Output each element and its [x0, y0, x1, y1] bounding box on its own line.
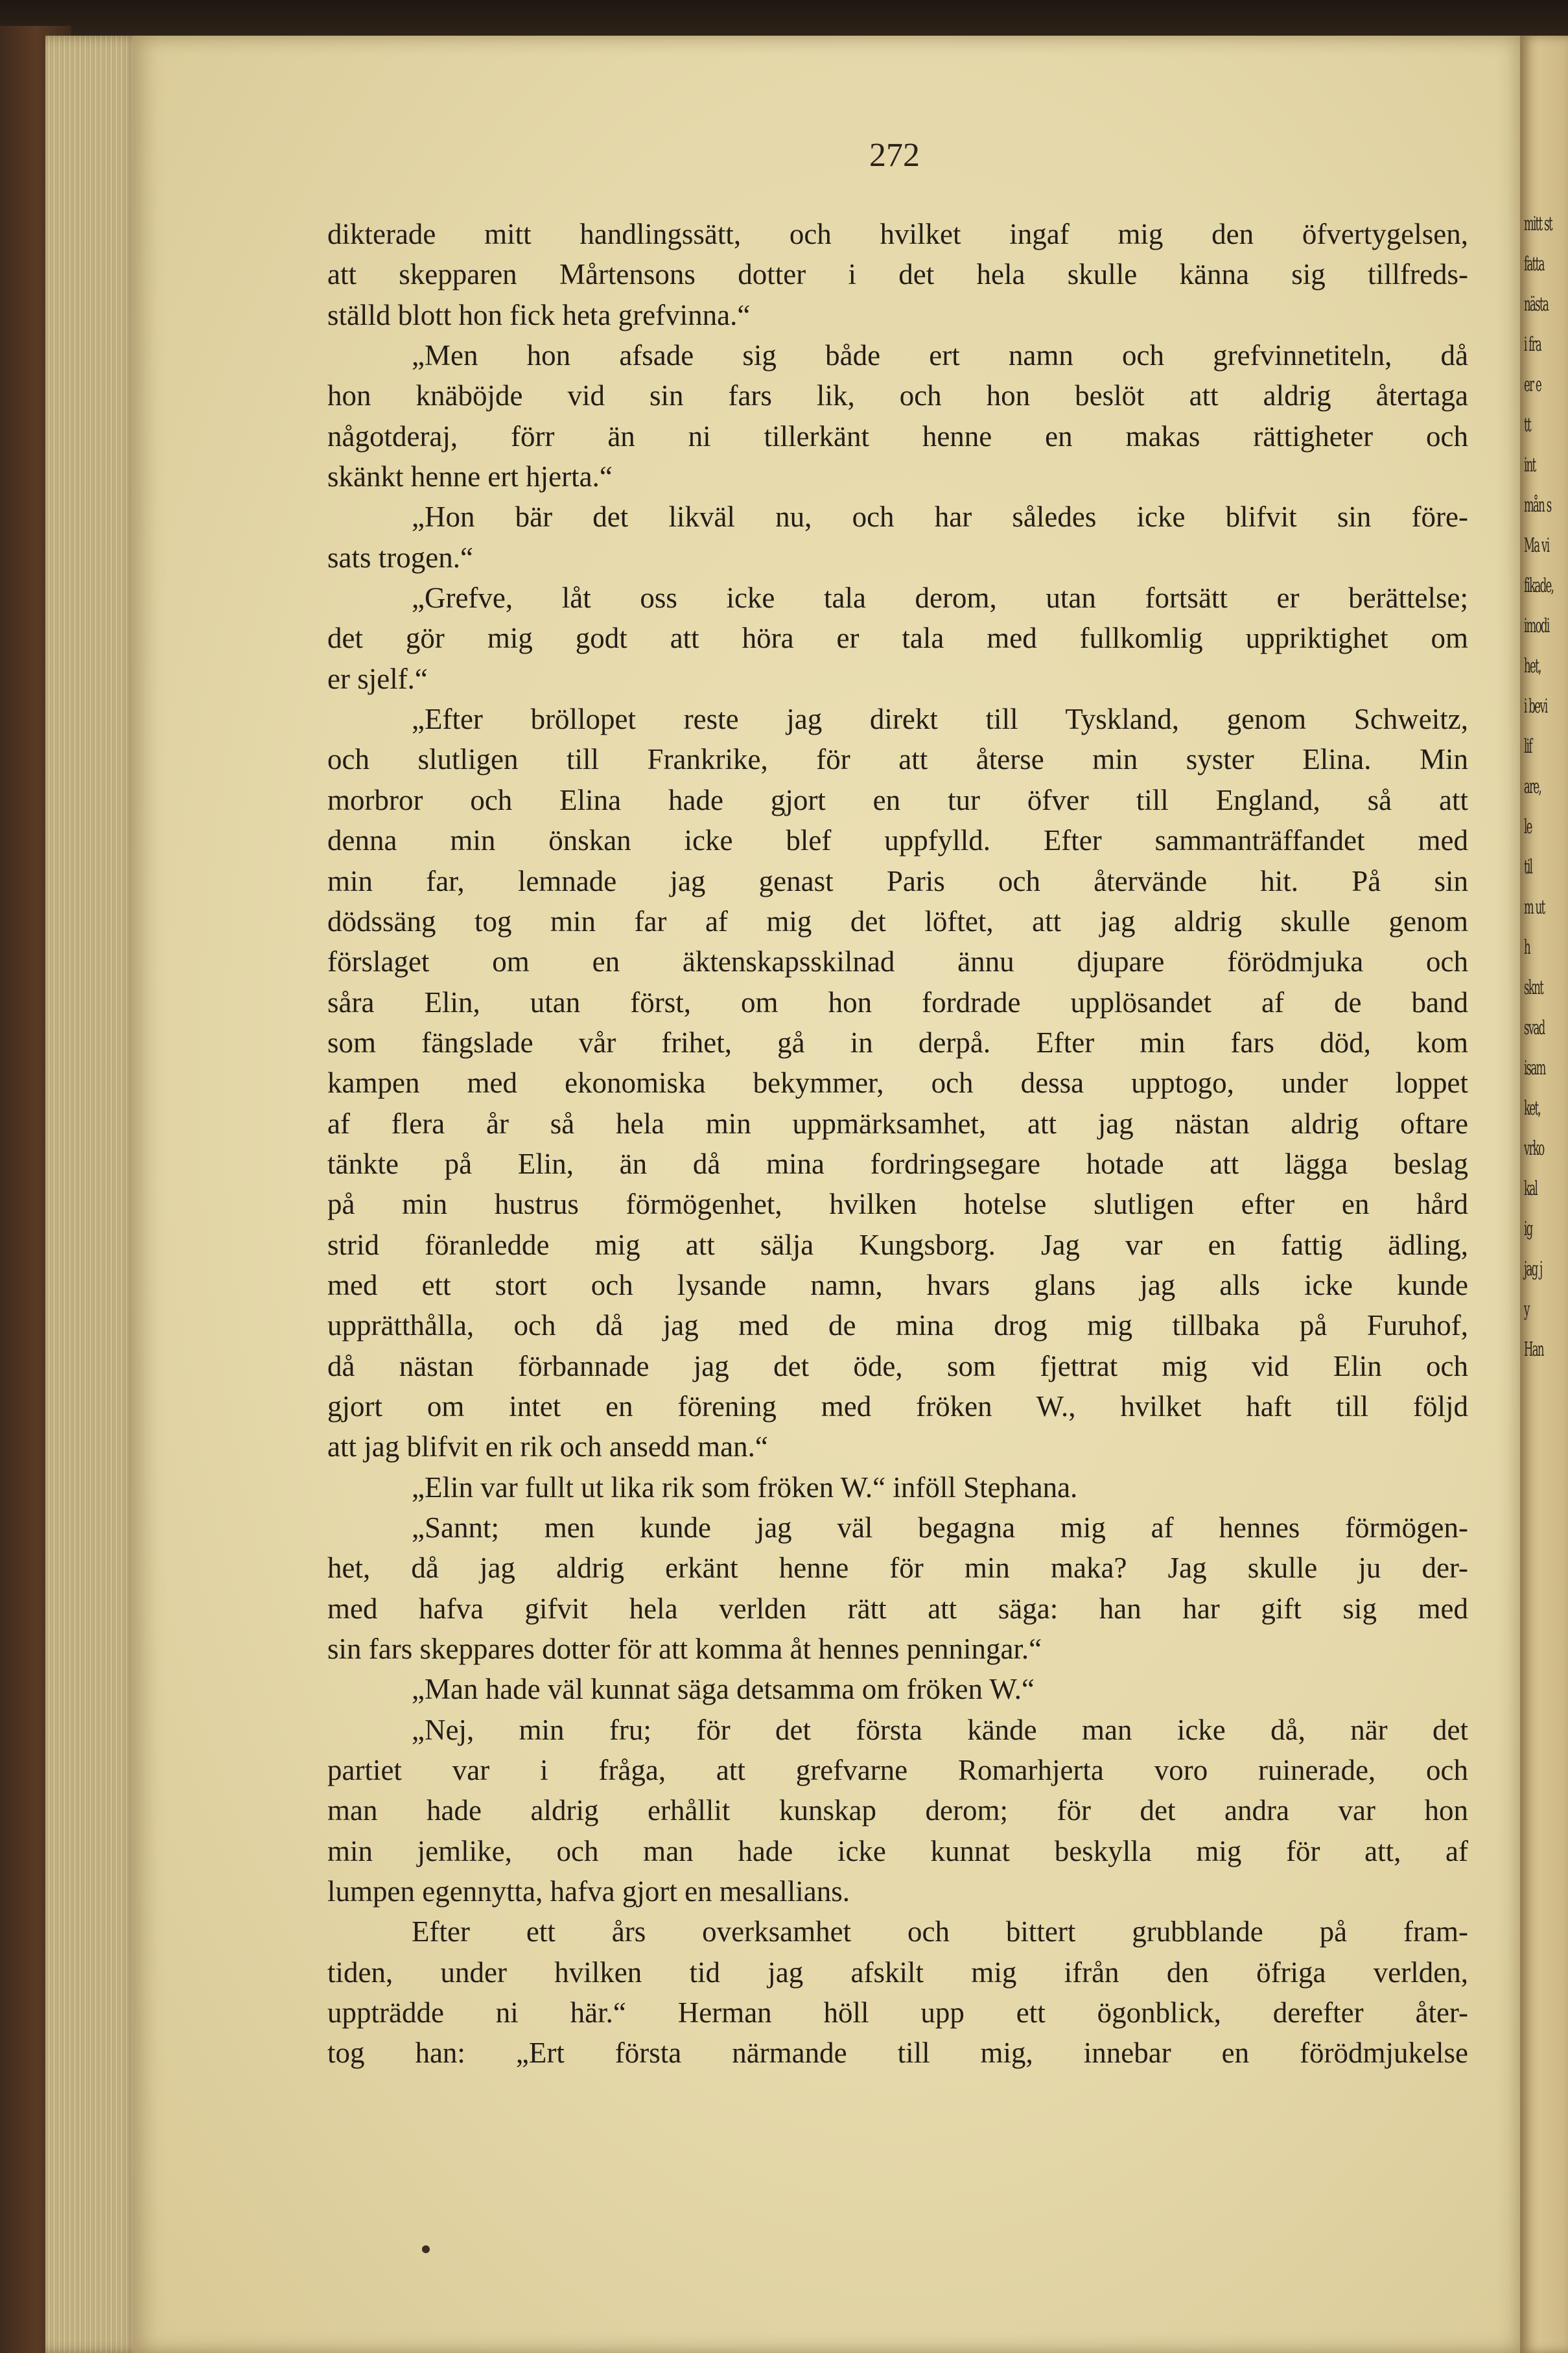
page-body-text: [327, 214, 1468, 2074]
facing-page-fragment: til: [1524, 856, 1532, 879]
text-line: er sjelf.“: [327, 662, 428, 695]
text-line: som fängslade vår frihet, gå in derpå. Efter min fars död, kom: [327, 1026, 1468, 1059]
text-line: „Men hon afsade sig både ert namn och grefvinnetiteln, då: [412, 339, 1468, 372]
text-line: kampen med ekonomiska bekymmer, och dessa upptogo, under loppet: [327, 1067, 1468, 1100]
text-line: med hafva gifvit hela verlden rätt att säga: han har gift sig med: [327, 1592, 1468, 1625]
facing-page-fragment: Ma vi: [1524, 534, 1549, 557]
text-line: strid föranledde mig att sälja Kungsborg. Jag var en fattig ädling,: [327, 1228, 1468, 1261]
text-line: upprätthålla, och då jag med de mina drog mig tillbaka på Furuhof,: [327, 1309, 1468, 1342]
facing-page-fragment: fatta: [1524, 253, 1544, 276]
text-line: „Nej, min fru; för det första kände man icke då, när det: [412, 1713, 1468, 1746]
text-line: att skepparen Mårtensons dotter i det hela skulle känna sig tillfreds-: [327, 258, 1468, 291]
facing-page-fragment: mitt st: [1524, 213, 1552, 235]
text-line: af flera år så hela min uppmärksamhet, att jag nästan aldrig oftare: [327, 1107, 1468, 1140]
facing-page-fragment: isam: [1524, 1057, 1545, 1080]
text-line: min far, lemnade jag genast Paris och återvände hit. På sin: [327, 864, 1468, 897]
ink-dot: [422, 2245, 430, 2253]
facing-page-fragment: int: [1524, 454, 1536, 477]
facing-page-fragment: i bevi: [1524, 695, 1547, 718]
text-line: „Man hade väl kunnat säga detsamma om fröken W.“: [412, 1673, 1035, 1706]
facing-page-fragment: ket,: [1524, 1097, 1541, 1120]
facing-page-fragment: le: [1524, 816, 1532, 838]
facing-page-fragment: vrko: [1524, 1137, 1544, 1160]
facing-page-fragment: m ut: [1524, 896, 1545, 919]
text-line: denna min önskan icke blef uppfylld. Efter sammanträffandet med: [327, 824, 1468, 857]
facing-page-fragment: y: [1524, 1298, 1529, 1321]
top-edge: [0, 0, 1568, 39]
facing-page-fragment: imodi: [1524, 615, 1549, 637]
text-line: tänkte på Elin, än då mina fordringsegare hotade att lägga beslag: [327, 1147, 1468, 1180]
text-line: då nästan förbannade jag det öde, som fjettrat mig vid Elin och: [327, 1349, 1468, 1382]
text-line: såra Elin, utan först, om hon fordrade upplösandet af de band: [327, 986, 1468, 1019]
text-line: „Hon bär det likväl nu, och har således icke blifvit sin före-: [412, 501, 1468, 534]
text-line: het, då jag aldrig erkänt henne för min maka? Jag skulle ju der-: [327, 1552, 1468, 1585]
text-line: morbror och Elina hade gjort en tur öfver till England, så att: [327, 783, 1468, 816]
text-line: sin fars skeppares dotter för att komma åt hennes penningar.“: [327, 1633, 1042, 1666]
page-number: 272: [869, 137, 920, 174]
text-line: skänkt henne ert hjerta.“: [327, 460, 613, 493]
text-line: på min hustrus förmögenhet, hvilken hotelse slutligen efter en hård: [327, 1188, 1468, 1221]
facing-page-fragment: sknt: [1524, 976, 1543, 999]
page-stack: [45, 36, 143, 2353]
text-line: det gör mig godt att höra er tala med fullkomlig uppriktighet om: [327, 622, 1468, 655]
text-line: sats trogen.“: [327, 541, 473, 574]
text-line: och slutligen till Frankrike, för att återse min syster Elina. Min: [327, 743, 1468, 776]
facing-page-fragment: ig: [1524, 1218, 1532, 1240]
facing-page-fragment: are,: [1524, 775, 1541, 798]
text-line: lumpen egennytta, hafva gjort en mesallians.: [327, 1875, 850, 1908]
facing-page-fragment: nästa: [1524, 293, 1549, 316]
text-line: ställd blott hon fick heta grefvinna.“: [327, 298, 751, 331]
facing-page-fragment: kal: [1524, 1177, 1538, 1200]
facing-page-edge: [1520, 36, 1568, 2353]
facing-page-fragment: mån s: [1524, 494, 1551, 517]
text-line: min jemlike, och man hade icke kunnat beskylla mig för att, af: [327, 1834, 1468, 1867]
text-line: någotderaj, förr än ni tillerkänt henne en makas rättigheter och: [327, 420, 1468, 453]
facing-page-fragment: fikade,: [1524, 574, 1554, 597]
facing-page-fragment: tt: [1524, 414, 1530, 436]
text-line: förslaget om en äktenskapsskilnad ännu djupare förödmjuka och: [327, 945, 1468, 978]
text-line: „Efter bröllopet reste jag direkt till Tyskland, genom Schweitz,: [412, 703, 1468, 736]
text-line: med ett stort och lysande namn, hvars glans jag alls icke kunde: [327, 1268, 1468, 1301]
facing-page-fragments: [1524, 204, 1554, 1370]
text-line: „Elin var fullt ut lika rik som fröken W.“ inföll Stephana.: [412, 1471, 1078, 1504]
facing-page-fragment: h: [1524, 936, 1530, 959]
text-line: uppträdde ni här.“ Herman höll upp ett ögonblick, derefter åter-: [327, 1996, 1468, 2029]
text-line: hon knäböjde vid sin fars lik, och hon beslöt att aldrig återtaga: [327, 379, 1468, 412]
text-line: dikterade mitt handlingssätt, och hvilket ingaf mig den öfvertygelsen,: [327, 218, 1468, 250]
text-line: tog han: „Ert första närmande till mig, innebar en förödmjukelse: [327, 2037, 1468, 2070]
text-line: man hade aldrig erhållit kunskap derom; för det andra var hon: [327, 1794, 1468, 1827]
text-line: gjort om intet en förening med fröken W., hvilket haft till följd: [327, 1389, 1468, 1423]
text-line: „Grefve, låt oss icke tala derom, utan fortsätt er berättelse;: [412, 582, 1468, 615]
text-line: tiden, under hvilken tid jag afskilt mig ifrån den öfriga verlden,: [327, 1956, 1468, 1989]
text-line: att jag blifvit en rik och ansedd man.“: [327, 1430, 768, 1463]
text-line: dödssäng tog min far af mig det löftet, att jag aldrig skulle genom: [327, 905, 1468, 938]
facing-page-fragment: lif: [1524, 735, 1532, 758]
text-line: „Sannt; men kunde jag väl begagna mig af hennes förmögen-: [412, 1511, 1468, 1544]
facing-page-fragment: er e: [1524, 373, 1541, 396]
facing-page-fragment: het,: [1524, 655, 1541, 678]
text-line: Efter ett års overksamhet och bittert grubblande på fram-: [412, 1915, 1468, 1948]
facing-page-fragment: svad: [1524, 1017, 1545, 1039]
facing-page-fragment: Han: [1524, 1338, 1543, 1361]
facing-page-fragment: i fra: [1524, 333, 1541, 356]
text-line: partiet var i fråga, att grefvarne Romarhjerta voro ruinerade, och: [327, 1754, 1468, 1787]
facing-page-fragment: jag j: [1524, 1258, 1542, 1281]
